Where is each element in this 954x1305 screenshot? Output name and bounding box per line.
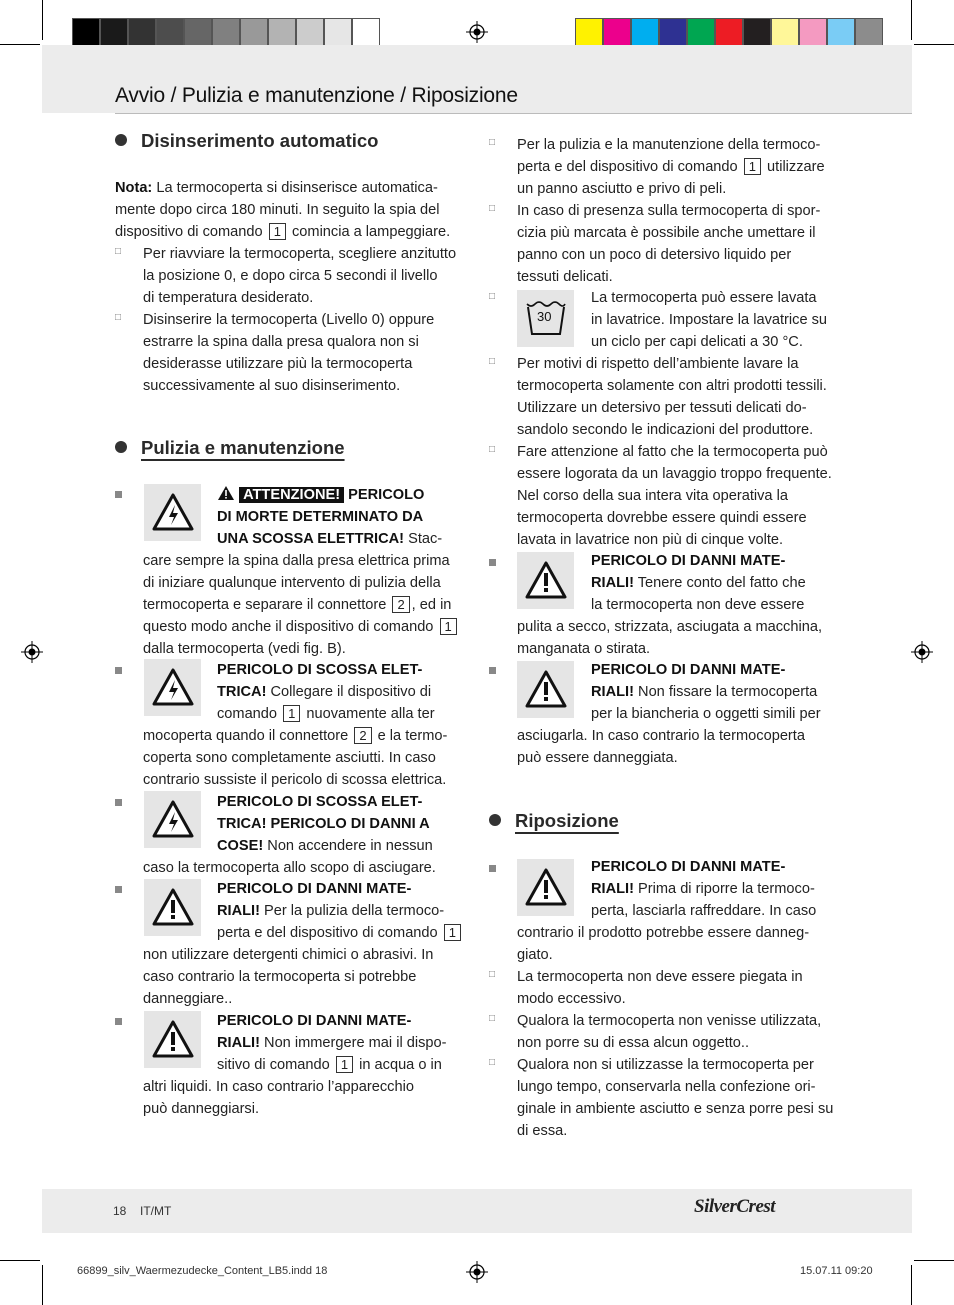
color-swatch: [771, 18, 799, 46]
warning-line: RIALI! Non immergere mai il dispo-: [217, 1035, 447, 1051]
warning-line: altri liquidi. In caso contrario l’apparecchio: [143, 1079, 414, 1095]
list-item: Nel corso della sua intera vita operativa la: [517, 488, 788, 504]
slug-file-info: 66899_silv_Waermezudecke_Content_LB5.indd 18: [77, 1265, 328, 1277]
color-swatch: [631, 18, 659, 46]
warning-line: può danneggiarsi.: [143, 1101, 260, 1117]
list-item: La termocoperta può essere lavata: [591, 290, 817, 306]
color-swatch: [212, 18, 240, 46]
electric-warning-icon: [144, 791, 201, 848]
heading-storage: Riposizione: [489, 810, 619, 832]
checkbox-bullet-icon: □: [489, 444, 496, 455]
warning-line: PERICOLO DI DANNI MATE-: [591, 553, 786, 569]
wash-30-icon: 30: [517, 290, 574, 347]
warning-line: PERICOLO DI DANNI MATE-: [217, 1013, 412, 1029]
warning-line: contrario il prodotto potrebbe essere danneg-: [517, 925, 810, 941]
list-item: Per la pulizia e la manutenzione della termoco-: [517, 137, 821, 153]
list-item: di essa.: [517, 1123, 568, 1139]
checkbox-bullet-icon: □: [489, 1013, 496, 1024]
color-swatch: [128, 18, 156, 46]
list-item: sandolo secondo le indicazioni del produttore.: [517, 422, 814, 438]
color-swatch: [352, 18, 380, 46]
checkbox-bullet-icon: □: [489, 1057, 496, 1068]
list-item: Qualora la termocoperta non venisse utilizzata,: [517, 1013, 822, 1029]
list-item: non porre su di essa alcun oggetto..: [517, 1035, 750, 1051]
footer-band: [42, 1189, 912, 1233]
warning-line: PERICOLO DI DANNI MATE-: [217, 881, 412, 897]
square-bullet-icon: [115, 491, 122, 498]
color-swatch: [827, 18, 855, 46]
list-item: tessuti delicati.: [517, 269, 613, 285]
warning-line: coperta sono completamente asciutti. In caso: [143, 750, 436, 766]
warning-line: questo modo anche il dispositivo di comando 1: [143, 616, 459, 638]
checkbox-bullet-icon: □: [115, 246, 122, 257]
list-item: ginale in ambiente asciutto e senza porre pesi su: [517, 1101, 834, 1117]
square-bullet-icon: [115, 667, 122, 674]
color-swatch: [268, 18, 296, 46]
color-swatch: [715, 18, 743, 46]
square-bullet-icon: [489, 865, 496, 872]
warning-line: TRICA! Collegare il dispositivo di: [217, 684, 432, 700]
list-item: Qualora non si utilizzasse la termocoperta per: [517, 1057, 814, 1073]
list-item: modo eccessivo.: [517, 991, 626, 1007]
checkbox-bullet-icon: □: [489, 969, 496, 980]
header-rule: [115, 113, 912, 114]
color-swatch: [687, 18, 715, 46]
list-item: la posizione 0, e dopo circa 5 secondi il livello: [143, 268, 438, 284]
caution-warning-icon: [517, 661, 574, 718]
list-item: panno con un poco di detersivo liquido per: [517, 247, 792, 263]
list-item: In caso di presenza sulla termocoperta di spor-: [517, 203, 821, 219]
brand-logo: SilverCrest: [694, 1196, 776, 1217]
color-swatch: [575, 18, 603, 46]
warning-line: DI MORTE DETERMINATO DA: [217, 509, 424, 525]
electric-warning-icon: [144, 659, 201, 716]
caution-warning-icon: [144, 879, 201, 936]
square-bullet-icon: [489, 667, 496, 674]
page-title: Avvio / Pulizia e manutenzione / Riposizione: [115, 84, 518, 107]
slug-date: 15.07.11 09:20: [800, 1265, 873, 1277]
list-item: successivamente al suo disinserimento.: [143, 378, 401, 394]
list-item: Disinserire la termocoperta (Livello 0) oppure: [143, 312, 435, 328]
list-item: Per riavviare la termocoperta, scegliere anzitutto: [143, 246, 457, 262]
list-item: essere logorata da un lavaggio troppo frequente.: [517, 466, 832, 482]
square-bullet-icon: [115, 886, 122, 893]
warning-triangle-icon: [217, 485, 235, 501]
square-bullet-icon: [489, 559, 496, 566]
warning-line: RIALI! Prima di riporre la termoco-: [591, 881, 815, 897]
list-item: Per motivi di rispetto dell’ambiente lavare la: [517, 356, 799, 372]
electric-warning-icon: [144, 484, 201, 541]
caution-warning-icon: [517, 552, 574, 609]
list-item: termocoperta solamente con altri prodotti tessili.: [517, 378, 827, 394]
warning-line: danneggiare..: [143, 991, 233, 1007]
warning-line: UNA SCOSSA ELETTRICA! Stac-: [217, 531, 443, 547]
checkbox-bullet-icon: □: [489, 356, 496, 367]
color-swatch: [324, 18, 352, 46]
page-number: 18: [113, 1204, 127, 1218]
checkbox-bullet-icon: □: [489, 137, 496, 148]
warning-line: mocoperta quando il connettore 2 e la termo-: [143, 728, 448, 744]
caution-warning-icon: [144, 1011, 201, 1068]
warning-line: TRICA! PERICOLO DI DANNI A: [217, 816, 430, 832]
color-swatch: [659, 18, 687, 46]
color-swatch: [799, 18, 827, 46]
note-line: Nota: La termocoperta si disinserisce automatica-: [115, 180, 438, 196]
warning-line: PERICOLO DI SCOSSA ELET-: [217, 662, 423, 678]
color-swatch: [100, 18, 128, 46]
caution-warning-icon: [517, 859, 574, 916]
warning-line: caso la termocoperta allo scopo di asciugare.: [143, 860, 436, 876]
square-bullet-icon: [115, 799, 122, 806]
warning-line: per la biancheria o oggetti simili per: [591, 706, 821, 722]
color-swatch: [240, 18, 268, 46]
registration-mark-icon: [911, 641, 933, 663]
list-item: cizia più marcata è possibile anche umettare il: [517, 225, 816, 241]
warning-line: può essere danneggiata.: [517, 750, 678, 766]
list-item: termocoperta dovrebbe essere quindi essere: [517, 510, 807, 526]
list-item: un panno asciutto e privo di peli.: [517, 181, 727, 197]
list-item: Fare attenzione al fatto che la termocoperta può: [517, 444, 828, 460]
warning-line: giato.: [517, 947, 553, 963]
warning-line: RIALI! Non fissare la termocoperta: [591, 684, 818, 700]
bullet-dot-icon: [115, 441, 127, 453]
color-swatch: [743, 18, 771, 46]
language-code: IT/MT: [140, 1204, 172, 1218]
checkbox-bullet-icon: □: [489, 203, 496, 214]
warning-line: RIALI! Per la pulizia della termoco-: [217, 903, 445, 919]
registration-mark-icon: [21, 641, 43, 663]
heading-cleaning: Pulizia e manutenzione: [115, 437, 345, 459]
warning-line: di iniziare qualunque intervento di pulizia della: [143, 575, 441, 591]
registration-mark-icon: [466, 1261, 488, 1283]
warning-line: PERICOLO DI SCOSSA ELET-: [217, 794, 423, 810]
list-item: Utilizzare un detersivo per tessuti delicati do-: [517, 400, 807, 416]
list-item: estrarre la spina dalla presa qualora non si: [143, 334, 419, 350]
list-item: desiderasse utilizzare più la termocoperta: [143, 356, 413, 372]
warning-line: care sempre la spina dalla presa elettrica prima: [143, 553, 450, 569]
color-swatch: [603, 18, 631, 46]
heading-auto-off: Disinserimento automatico: [115, 130, 378, 152]
warning-line: non utilizzare detergenti chimici o abrasivi. In: [143, 947, 434, 963]
list-item: perta e del dispositivo di comando 1 utilizzare: [517, 159, 825, 175]
warning-line: comando 1 nuovamente alla ter: [217, 706, 435, 722]
warning-line: dalla termocoperta (vedi fig. B).: [143, 641, 346, 657]
list-item: di temperatura desiderato.: [143, 290, 314, 306]
checkbox-bullet-icon: □: [115, 312, 122, 323]
color-swatch: [184, 18, 212, 46]
list-item: lungo tempo, conservarla nella confezione ori-: [517, 1079, 816, 1095]
list-item: un ciclo per capi delicati a 30 °C.: [591, 334, 803, 350]
warning-line: RIALI! Tenere conto del fatto che: [591, 575, 806, 591]
warning-line: sitivo di comando 1 in acqua o in: [217, 1057, 442, 1073]
warning-line: contrario sussiste il pericolo di scossa elettrica.: [143, 772, 447, 788]
warning-line: perta, lasciarla raffreddare. In caso: [591, 903, 817, 919]
note-line: dispositivo di comando 1 comincia a lampeggiare.: [115, 224, 451, 240]
color-swatch: [156, 18, 184, 46]
list-item: La termocoperta non deve essere piegata in: [517, 969, 803, 985]
warning-line: COSE! Non accendere in nessun: [217, 838, 433, 854]
square-bullet-icon: [115, 1018, 122, 1025]
warning-line: termocoperta e separare il connettore 2 , ed in: [143, 597, 452, 613]
color-swatch: [72, 18, 100, 46]
warning-line: ATTENZIONE! PERICOLO: [217, 484, 424, 506]
warning-line: manganata o stirata.: [517, 641, 651, 657]
bullet-dot-icon: [489, 814, 501, 826]
warning-line: PERICOLO DI DANNI MATE-: [591, 859, 786, 875]
warning-line: la termocoperta non deve essere: [591, 597, 805, 613]
warning-line: PERICOLO DI DANNI MATE-: [591, 662, 786, 678]
checkbox-bullet-icon: □: [489, 291, 496, 302]
color-swatch: [296, 18, 324, 46]
list-item: in lavatrice. Impostare la lavatrice su: [591, 312, 828, 328]
color-swatch: [855, 18, 883, 46]
bullet-dot-icon: [115, 134, 127, 146]
warning-line: caso contrario la termocoperta si potrebbe: [143, 969, 417, 985]
registration-mark-icon: [466, 21, 488, 43]
list-item: lavata in lavatrice non più di cinque volte.: [517, 532, 784, 548]
note-line: mente dopo circa 180 minuti. In seguito la spia del: [115, 202, 440, 218]
warning-line: asciugarla. In caso contrario la termocoperta: [517, 728, 805, 744]
warning-line: pulita a secco, strizzata, asciugata a macchina,: [517, 619, 823, 635]
warning-line: perta e del dispositivo di comando 1: [217, 922, 463, 944]
